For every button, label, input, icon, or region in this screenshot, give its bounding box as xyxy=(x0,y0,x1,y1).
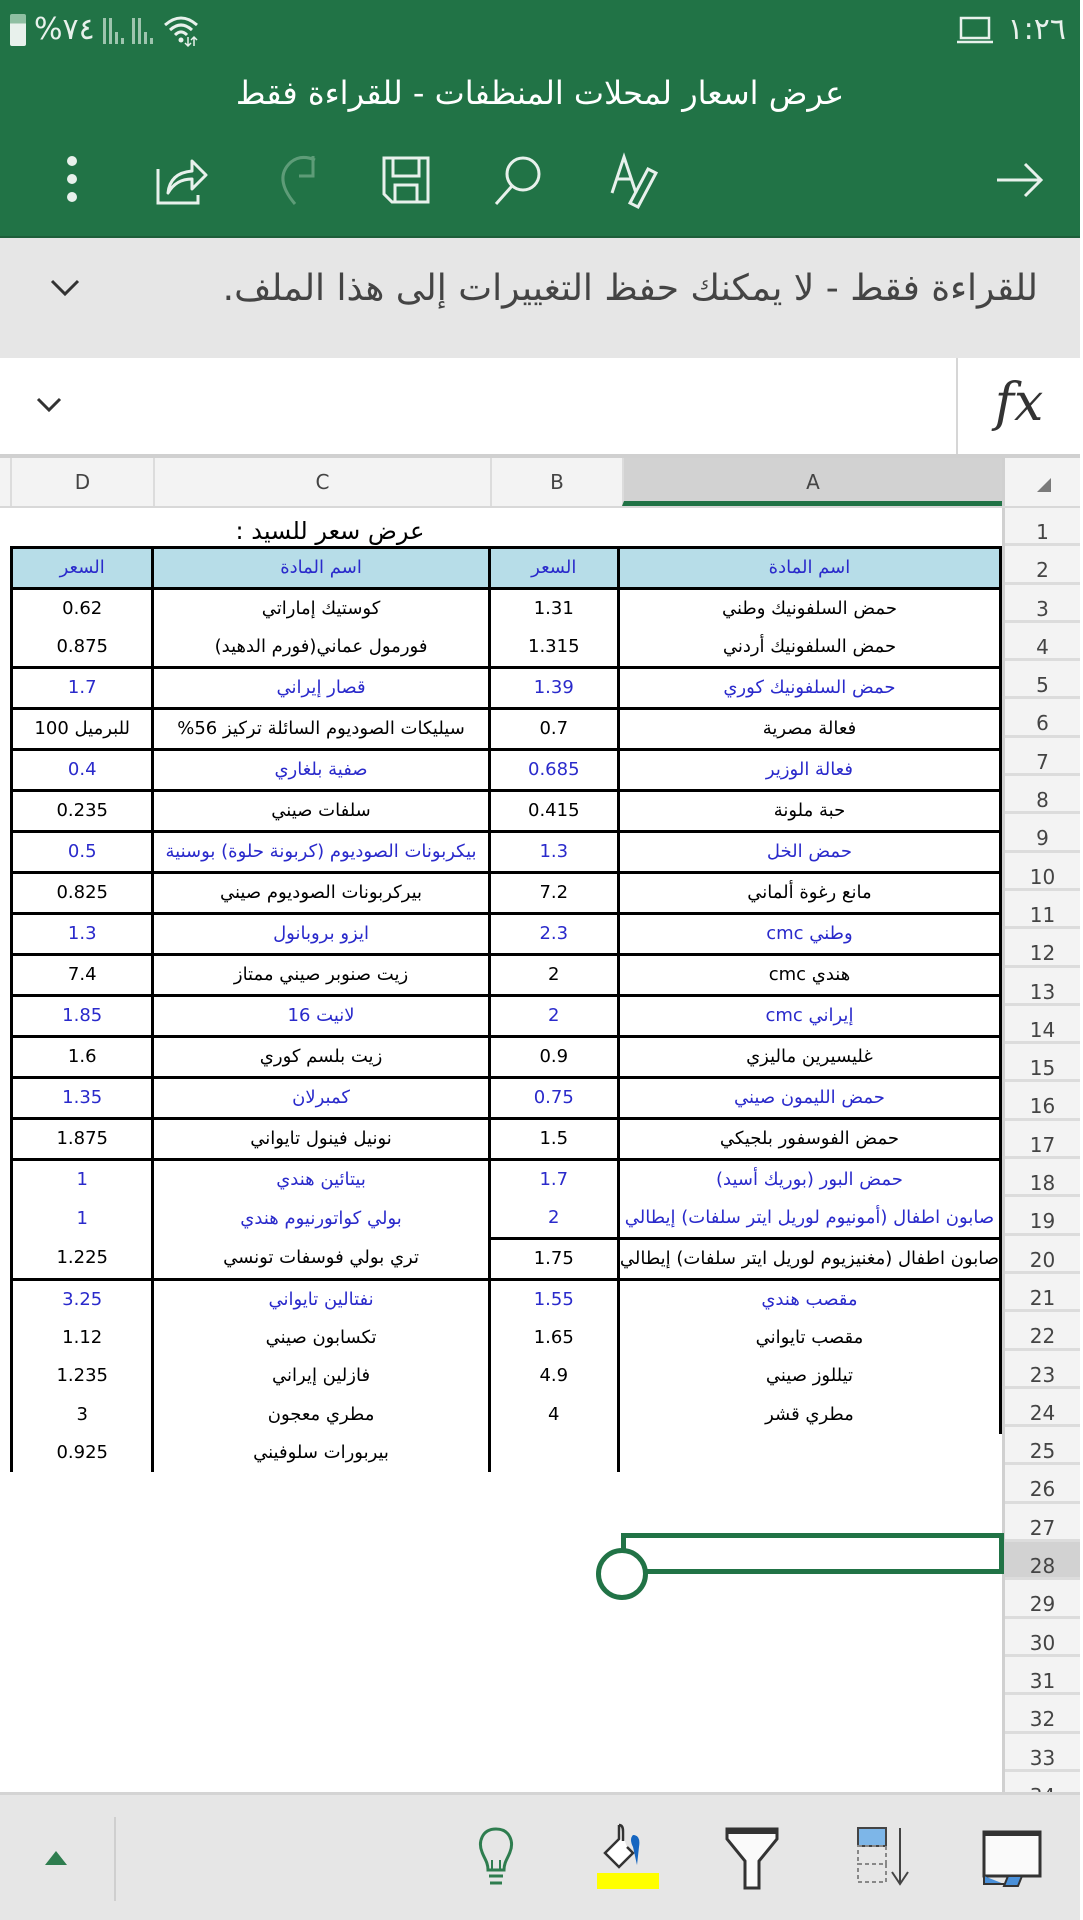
row-header-24[interactable]: 24 xyxy=(1005,1389,1080,1427)
item-name-cell[interactable]: حمض الليمون صيني xyxy=(618,1078,1000,1119)
laptop-icon xyxy=(956,15,994,45)
item-name-cell[interactable]: كوستيك إماراتي xyxy=(153,589,489,629)
item-name-cell[interactable]: كمبرلان xyxy=(153,1078,489,1119)
table-row xyxy=(12,1357,1001,1395)
price-cell[interactable]: 1.55 xyxy=(489,1280,618,1320)
table-row xyxy=(12,628,1001,668)
search-icon xyxy=(492,154,544,206)
item-name-cell[interactable]: مقصب تايواني xyxy=(618,1319,1000,1357)
price-cell[interactable]: 4.9 xyxy=(489,1357,618,1395)
row-header-15[interactable]: 15 xyxy=(1005,1044,1080,1082)
select-all-corner[interactable] xyxy=(1002,458,1080,506)
table-row xyxy=(12,668,1001,709)
table-row xyxy=(12,955,1001,996)
row-header-12[interactable]: 12 xyxy=(1005,929,1080,967)
table-row xyxy=(12,1434,1001,1472)
header-row xyxy=(12,548,1001,589)
item-name-cell[interactable]: صفية بلغاري xyxy=(153,750,489,791)
price-cell[interactable]: 0.875 xyxy=(12,628,153,668)
item-name-cell[interactable]: حمض السلفونيك أردني xyxy=(618,628,1000,668)
fill-bucket-icon xyxy=(593,1823,663,1893)
price-cell[interactable]: 0.235 xyxy=(12,791,153,832)
row-header-29[interactable]: 29 xyxy=(1005,1580,1080,1618)
table-row xyxy=(12,996,1001,1037)
fx-icon[interactable]: fx xyxy=(956,358,1080,454)
item-name-cell[interactable]: مطري قشر xyxy=(618,1396,1000,1434)
item-name-cell[interactable]: هندي cmc xyxy=(618,955,1000,996)
price-cell[interactable]: 1.3 xyxy=(12,914,153,955)
item-name-cell[interactable]: تيللوز صيني xyxy=(618,1357,1000,1395)
filter-button[interactable] xyxy=(712,1817,792,1899)
save-icon xyxy=(381,155,431,205)
sort-icon xyxy=(854,1826,914,1890)
table-row xyxy=(12,1119,1001,1160)
price-cell[interactable]: 1.5 xyxy=(489,1119,618,1160)
row-header-22[interactable]: 22 xyxy=(1005,1312,1080,1350)
price-cell[interactable]: 2 xyxy=(489,996,618,1037)
select-all-triangle-icon xyxy=(1005,458,1083,506)
clock: ١:٢٦ xyxy=(1007,12,1066,47)
column-header-d[interactable]: D xyxy=(10,458,153,506)
toolbar-divider xyxy=(114,1817,116,1901)
more-options-button[interactable] xyxy=(38,146,106,214)
price-cell[interactable]: 0.62 xyxy=(12,589,153,629)
table-row xyxy=(12,589,1001,629)
table-row xyxy=(12,832,1001,873)
row-headers xyxy=(1002,508,1080,1792)
header-price-2[interactable]: السعر xyxy=(12,548,153,589)
row-header-8[interactable]: 8 xyxy=(1005,776,1080,814)
forward-button[interactable] xyxy=(986,146,1054,214)
banner-expand-button[interactable] xyxy=(50,278,80,302)
price-cell[interactable]: 0.825 xyxy=(12,873,153,914)
redo-icon xyxy=(271,154,321,206)
table-row xyxy=(12,1280,1001,1320)
price-cell[interactable]: 0.685 xyxy=(489,750,618,791)
table-row xyxy=(12,1199,1001,1239)
price-cell[interactable]: 0.7 xyxy=(489,709,618,750)
app-toolbar xyxy=(0,124,1080,236)
price-cell[interactable]: 2 xyxy=(489,955,618,996)
header-item-name-2[interactable]: اسم المادة xyxy=(153,548,489,589)
redo-button[interactable] xyxy=(262,146,330,214)
row-header-33[interactable]: 33 xyxy=(1005,1734,1080,1772)
item-name-cell[interactable]: تكسابون صيني xyxy=(153,1319,489,1357)
item-name-cell[interactable]: زيت بلسم كوري xyxy=(153,1037,489,1078)
row-header-5[interactable]: 5 xyxy=(1005,661,1080,699)
column-header-c[interactable]: C xyxy=(153,458,490,506)
table-row xyxy=(12,750,1001,791)
row-header-10[interactable]: 10 xyxy=(1005,853,1080,891)
table-row xyxy=(12,1319,1001,1357)
item-name-cell[interactable]: بيربورات سلوفيني xyxy=(153,1434,489,1472)
price-cell[interactable]: 1.225 xyxy=(12,1239,153,1280)
price-cell[interactable]: 1.235 xyxy=(12,1357,153,1395)
item-name-cell[interactable]: فازلين إيراني xyxy=(153,1357,489,1395)
item-name-cell[interactable]: تري بولي فوسفات تونسي xyxy=(153,1239,489,1280)
header-price-1[interactable]: السعر xyxy=(489,548,618,589)
item-name-cell[interactable]: سلفات صيني xyxy=(153,791,489,832)
lightbulb-icon xyxy=(474,1826,518,1890)
item-name-cell[interactable]: صابون اطفال (مغنيزيوم لوريل ايتر سلفات) إيطالي xyxy=(618,1239,1000,1280)
price-cell[interactable]: 1.315 xyxy=(489,628,618,668)
triangle-up-icon xyxy=(43,1849,69,1867)
price-table xyxy=(10,546,1002,1472)
item-name-cell[interactable]: فورمول عماني(فورم الدهيد) xyxy=(153,628,489,668)
item-name-cell[interactable]: حمض الفوسفور بلجيكي xyxy=(618,1119,1000,1160)
price-cell[interactable]: 1.6 xyxy=(12,1037,153,1078)
row-header-16[interactable]: 16 xyxy=(1005,1082,1080,1120)
price-cell[interactable]: 1.31 xyxy=(489,589,618,629)
filter-funnel-icon xyxy=(724,1826,780,1890)
share-button[interactable] xyxy=(148,146,216,214)
signal-icon xyxy=(103,16,124,44)
item-name-cell[interactable]: بولي كواتورنيوم هندي xyxy=(153,1199,489,1239)
share-icon xyxy=(154,155,210,205)
price-cell[interactable]: 1.7 xyxy=(12,668,153,709)
table-row xyxy=(12,709,1001,750)
row-header-27[interactable]: 27 xyxy=(1005,1504,1080,1542)
price-cell[interactable]: 100 للبرميل xyxy=(12,709,153,750)
wifi-icon xyxy=(161,13,201,47)
item-name-cell[interactable]: غليسيرين ماليزي xyxy=(618,1037,1000,1078)
row-header-13[interactable]: 13 xyxy=(1005,968,1080,1006)
column-header-partial xyxy=(0,458,10,506)
price-cell[interactable]: 1.39 xyxy=(489,668,618,709)
column-header-a[interactable]: A xyxy=(622,458,1002,506)
price-cell[interactable]: 1.85 xyxy=(12,996,153,1037)
save-button[interactable] xyxy=(372,146,440,214)
item-name-cell[interactable]: حمض الخل xyxy=(618,832,1000,873)
price-cell[interactable]: 0.4 xyxy=(12,750,153,791)
item-name-cell[interactable]: فعالة مصرية xyxy=(618,709,1000,750)
price-cell[interactable]: 0.415 xyxy=(489,791,618,832)
status-bar xyxy=(0,0,1080,62)
comment-button[interactable] xyxy=(972,1817,1052,1899)
row-header-7[interactable]: 7 xyxy=(1005,738,1080,776)
item-name-cell[interactable]: صابون اطفال (أمونيوم لوريل ايتر سلفات) إيطالي xyxy=(618,1199,1000,1239)
comment-icon xyxy=(980,1828,1044,1888)
battery-level: %٧٤ xyxy=(34,12,95,47)
item-name-cell[interactable]: نفتالين تايواني xyxy=(153,1280,489,1320)
item-name-cell[interactable]: مقصب هندي xyxy=(618,1280,1000,1320)
row-header-26[interactable]: 26 xyxy=(1005,1465,1080,1503)
item-name-cell[interactable]: حمض السلفونيك كوري xyxy=(618,668,1000,709)
price-cell[interactable]: 1 xyxy=(12,1199,153,1239)
fill-color-swatch xyxy=(597,1873,659,1889)
row-header-4[interactable]: 4 xyxy=(1005,623,1080,661)
price-cell[interactable]: 1.35 xyxy=(12,1078,153,1119)
read-only-banner xyxy=(0,236,1080,358)
chevron-down-icon xyxy=(50,278,80,298)
table-row xyxy=(12,1160,1001,1200)
item-name-cell[interactable]: نونيل فينول تايواني xyxy=(153,1119,489,1160)
price-cell[interactable]: 4 xyxy=(489,1396,618,1434)
row-header-20[interactable]: 20 xyxy=(1005,1236,1080,1274)
cell-selection-a28[interactable] xyxy=(621,1533,1004,1574)
header-item-name-1[interactable]: اسم المادة xyxy=(618,548,1000,589)
row-header-19[interactable]: 19 xyxy=(1005,1197,1080,1235)
item-name-cell[interactable]: ايزو بروبانول xyxy=(153,914,489,955)
item-name-cell[interactable]: حمض البور (بوريك أسيد) xyxy=(618,1160,1000,1200)
item-name-cell[interactable]: بيكربونات الصوديوم (كربونة حلوة) بوسنية xyxy=(153,832,489,873)
item-name-cell[interactable]: وطني cmc xyxy=(618,914,1000,955)
search-button[interactable] xyxy=(484,146,552,214)
draw-pen-icon xyxy=(608,153,660,207)
item-name-cell[interactable]: فعالة الوزير xyxy=(618,750,1000,791)
battery-icon xyxy=(10,14,26,46)
signal-icon xyxy=(132,16,153,44)
price-cell[interactable]: 2.3 xyxy=(489,914,618,955)
item-name-cell[interactable]: بيركربونات الصوديوم صيني xyxy=(153,873,489,914)
price-cell[interactable] xyxy=(489,1434,618,1472)
table-row xyxy=(12,1078,1001,1119)
item-name-cell[interactable]: مانع رغوة ألماني xyxy=(618,873,1000,914)
row-header-18[interactable]: 18 xyxy=(1005,1159,1080,1197)
item-name-cell[interactable]: زيت صنوبر صيني ممتاز xyxy=(153,955,489,996)
expand-ribbon-button[interactable] xyxy=(16,1817,96,1899)
row-header-1[interactable]: 1 xyxy=(1005,508,1080,546)
item-name-cell[interactable]: قصار إيراني xyxy=(153,668,489,709)
price-cell[interactable]: 0.9 xyxy=(489,1037,618,1078)
price-cell[interactable]: 1.3 xyxy=(489,832,618,873)
price-cell[interactable]: 2 xyxy=(489,1199,618,1239)
price-cell[interactable]: 1 xyxy=(12,1160,153,1200)
row-header-2[interactable]: 2 xyxy=(1005,546,1080,584)
more-vertical-icon xyxy=(62,155,82,205)
sheet-title-cell[interactable]: عرض سعر للسيد : xyxy=(235,517,425,545)
selection-handle[interactable] xyxy=(596,1548,648,1600)
price-cell[interactable]: 1.65 xyxy=(489,1319,618,1357)
column-header-b[interactable]: B xyxy=(490,458,622,506)
formula-input[interactable] xyxy=(90,358,950,454)
item-name-cell[interactable]: حمض السلفونيك وطني xyxy=(618,589,1000,629)
price-cell[interactable]: 0.5 xyxy=(12,832,153,873)
formula-expand-button[interactable] xyxy=(36,396,62,418)
row-header-32[interactable]: 32 xyxy=(1005,1695,1080,1733)
price-cell[interactable]: 0.75 xyxy=(489,1078,618,1119)
table-row xyxy=(12,1239,1001,1280)
price-cell[interactable]: 1.12 xyxy=(12,1319,153,1357)
price-cell[interactable]: 1.875 xyxy=(12,1119,153,1160)
row-header-25[interactable]: 25 xyxy=(1005,1427,1080,1465)
table-row xyxy=(12,873,1001,914)
item-name-cell[interactable] xyxy=(618,1434,1000,1472)
row-header-9[interactable]: 9 xyxy=(1005,814,1080,852)
price-cell[interactable]: 1.7 xyxy=(489,1160,618,1200)
read-only-message: للقراءة فقط - لا يمكنك حفظ التغييرات إلى هذا الملف. xyxy=(222,268,1038,309)
price-cell[interactable]: 3.25 xyxy=(12,1280,153,1320)
row-header-31[interactable]: 31 xyxy=(1005,1657,1080,1695)
table-row xyxy=(12,1396,1001,1434)
arrow-right-icon xyxy=(995,160,1045,200)
price-cell[interactable]: 7.2 xyxy=(489,873,618,914)
table-row xyxy=(12,914,1001,955)
price-cell[interactable]: 0.925 xyxy=(12,1434,153,1472)
row-header-6[interactable]: 6 xyxy=(1005,699,1080,737)
item-name-cell[interactable]: لانيت 16 xyxy=(153,996,489,1037)
sort-button[interactable] xyxy=(844,1817,924,1899)
row-header-17[interactable]: 17 xyxy=(1005,1121,1080,1159)
document-title: عرض اسعار لمحلات المنظفات - للقراءة فقط xyxy=(0,62,1080,124)
price-cell[interactable]: 1.75 xyxy=(489,1239,618,1280)
row-header-23[interactable]: 23 xyxy=(1005,1351,1080,1389)
row-header-3[interactable]: 3 xyxy=(1005,585,1080,623)
item-name-cell[interactable]: مطري معجون xyxy=(153,1396,489,1434)
row-header-11[interactable]: 11 xyxy=(1005,891,1080,929)
item-name-cell[interactable]: بيتائين هندي xyxy=(153,1160,489,1200)
fill-color-button[interactable] xyxy=(588,1817,668,1899)
row-header-21[interactable]: 21 xyxy=(1005,1274,1080,1312)
formula-bar xyxy=(0,358,1080,458)
bottom-toolbar xyxy=(0,1792,1080,1920)
chevron-down-icon xyxy=(36,396,62,414)
row-header-28[interactable]: 28 xyxy=(1005,1542,1080,1580)
item-name-cell[interactable]: حبة ملونة xyxy=(618,791,1000,832)
table-row xyxy=(12,1037,1001,1078)
row-header-30[interactable]: 30 xyxy=(1005,1619,1080,1657)
draw-button[interactable] xyxy=(600,146,668,214)
row-header-14[interactable]: 14 xyxy=(1005,1006,1080,1044)
item-name-cell[interactable]: سيليكات الصوديوم السائلة تركيز 56% xyxy=(153,709,489,750)
table-row xyxy=(12,791,1001,832)
item-name-cell[interactable]: إيراني cmc xyxy=(618,996,1000,1037)
ideas-button[interactable] xyxy=(456,1817,536,1899)
column-headers xyxy=(0,458,1080,508)
price-cell[interactable]: 7.4 xyxy=(12,955,153,996)
price-cell[interactable]: 3 xyxy=(12,1396,153,1434)
